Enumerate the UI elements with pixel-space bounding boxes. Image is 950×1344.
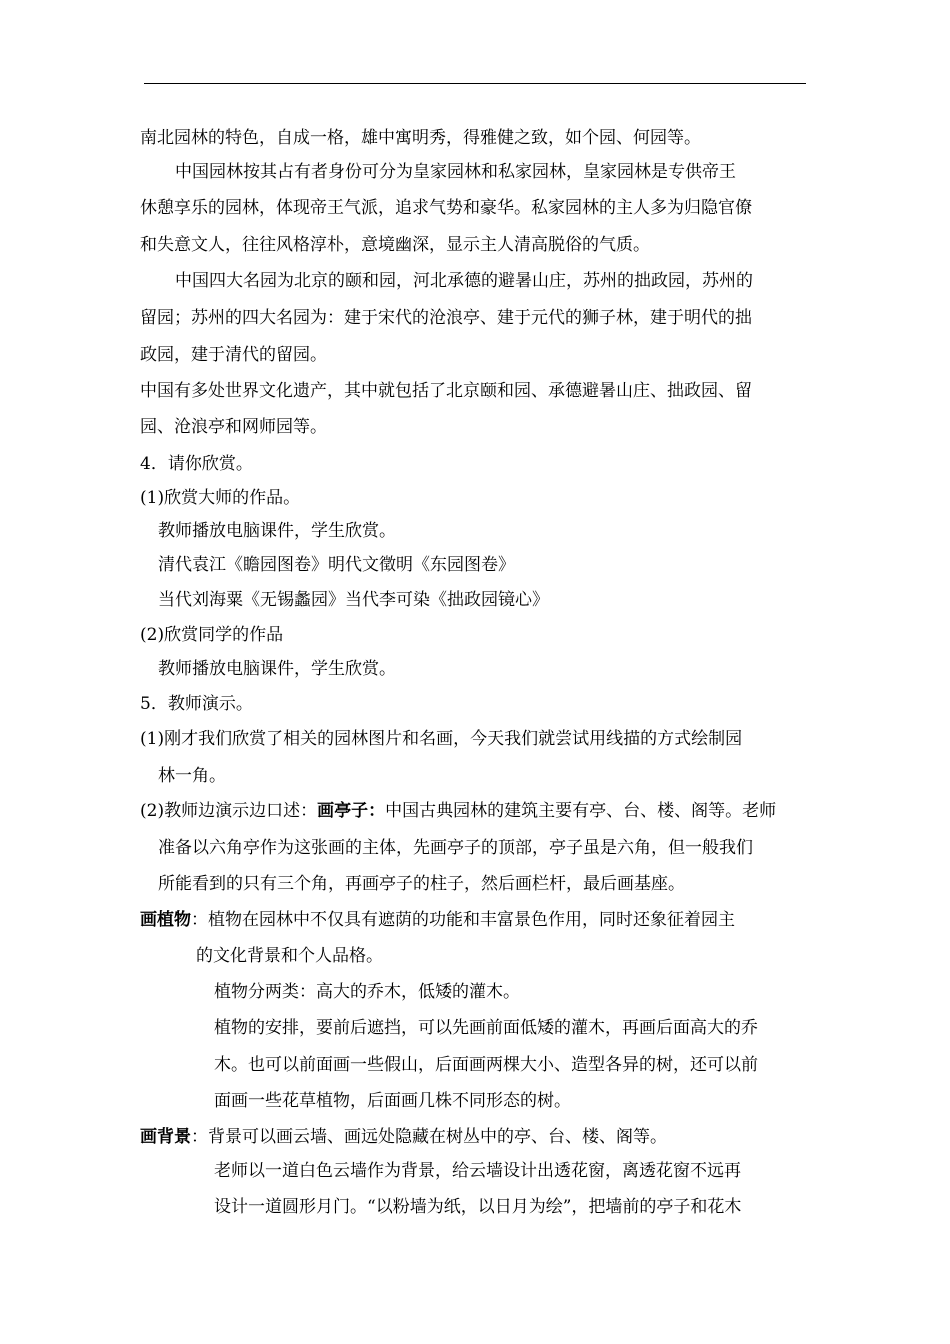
list-item: (1)刚才我们欣赏了相关的园林图片和名画，今天我们就尝试用线描的方式绘制园 xyxy=(140,729,743,749)
paragraph-line: 木。也可以前面画一些假山，后面画两棵大小、造型各异的树，还可以前 xyxy=(214,1055,758,1075)
paragraph-line: 面画一些花草植物，后面画几株不同形态的树。 xyxy=(214,1091,571,1111)
paragraph-line: 和失意文人，往往风格淳朴，意境幽深，显示主人清高脱俗的气质。 xyxy=(140,235,650,255)
list-item: 所能看到的只有三个角，再画亭子的柱子，然后画栏杆，最后画基座。 xyxy=(158,874,685,894)
list-item: 清代袁江《瞻园图卷》明代文徵明《东园图卷》 xyxy=(158,555,515,575)
paragraph-line: 留园；苏州的四大名园为：建于宋代的沧浪亭、建于元代的狮子林，建于明代的拙 xyxy=(140,308,752,328)
list-item: 教师播放电脑课件，学生欣赏。 xyxy=(158,521,396,541)
list-item: 林一角。 xyxy=(158,766,226,786)
bold-term: 画背景 xyxy=(140,1127,191,1147)
item-prefix: (2)教师边演示边口述： xyxy=(140,801,318,821)
list-item: 教师播放电脑课件，学生欣赏。 xyxy=(158,659,396,679)
background-section xyxy=(140,1126,667,1148)
item-text: 中国古典园林的建筑主要有亭、台、楼、阁等。老师 xyxy=(385,801,777,821)
section-heading: 4．请你欣赏。 xyxy=(140,454,253,474)
list-item: (1)欣赏大师的作品。 xyxy=(140,488,301,508)
section-heading: 5．教师演示。 xyxy=(140,694,253,714)
paragraph-line: 中国园林按其占有者身份可分为皇家园林和私家园林，皇家园林是专供帝王 xyxy=(175,162,736,182)
paragraph-line: 园、沧浪亭和网师园等。 xyxy=(140,417,327,437)
list-item: (2)欣赏同学的作品 xyxy=(140,625,284,645)
paragraph-line: 南北园林的特色，自成一格，雄中寓明秀，得雅健之致，如个园、何园等。 xyxy=(140,128,701,148)
paragraph-line: 的文化背景和个人品格。 xyxy=(196,946,383,966)
paragraph-line: 中国有多处世界文化遗产，其中就包括了北京颐和园、承德避暑山庄、拙政园、留 xyxy=(140,381,752,401)
bold-term: 画植物 xyxy=(140,910,191,930)
paragraph-line: 中国四大名园为北京的颐和园，河北承德的避暑山庄，苏州的拙政园，苏州的 xyxy=(175,271,753,291)
item-text: ：背景可以画云墙、画远处隐藏在树丛中的亭、台、楼、阁等。 xyxy=(191,1127,667,1147)
paragraph-line: 政园，建于清代的留园。 xyxy=(140,345,327,365)
paragraph-line: 植物的安排，要前后遮挡，可以先画前面低矮的灌木，再画后面高大的乔 xyxy=(214,1018,758,1038)
list-item: 准备以六角亭作为这张画的主体，先画亭子的顶部，亭子虽是六角，但一般我们 xyxy=(158,838,753,858)
list-item xyxy=(140,800,776,822)
item-text: ：植物在园林中不仅具有遮荫的功能和丰富景色作用，同时还象征着园主 xyxy=(191,910,735,930)
plants-section xyxy=(140,909,735,931)
paragraph-line: 设计一道圆形月门。“以粉墙为纸，以日月为绘”，把墙前的亭子和花木 xyxy=(214,1197,742,1217)
header-rule xyxy=(144,83,806,84)
list-item: 当代刘海粟《无锡蠡园》当代李可染《拙政园镜心》 xyxy=(158,590,549,610)
bold-term: 画亭子： xyxy=(317,801,386,821)
paragraph-line: 休憩享乐的园林，体现帝王气派，追求气势和豪华。私家园林的主人多为归隐官僚 xyxy=(140,198,752,218)
paragraph-line: 植物分两类：高大的乔木，低矮的灌木。 xyxy=(214,982,520,1002)
paragraph-line: 老师以一道白色云墙作为背景，给云墙设计出透花窗，离透花窗不远再 xyxy=(214,1161,741,1181)
